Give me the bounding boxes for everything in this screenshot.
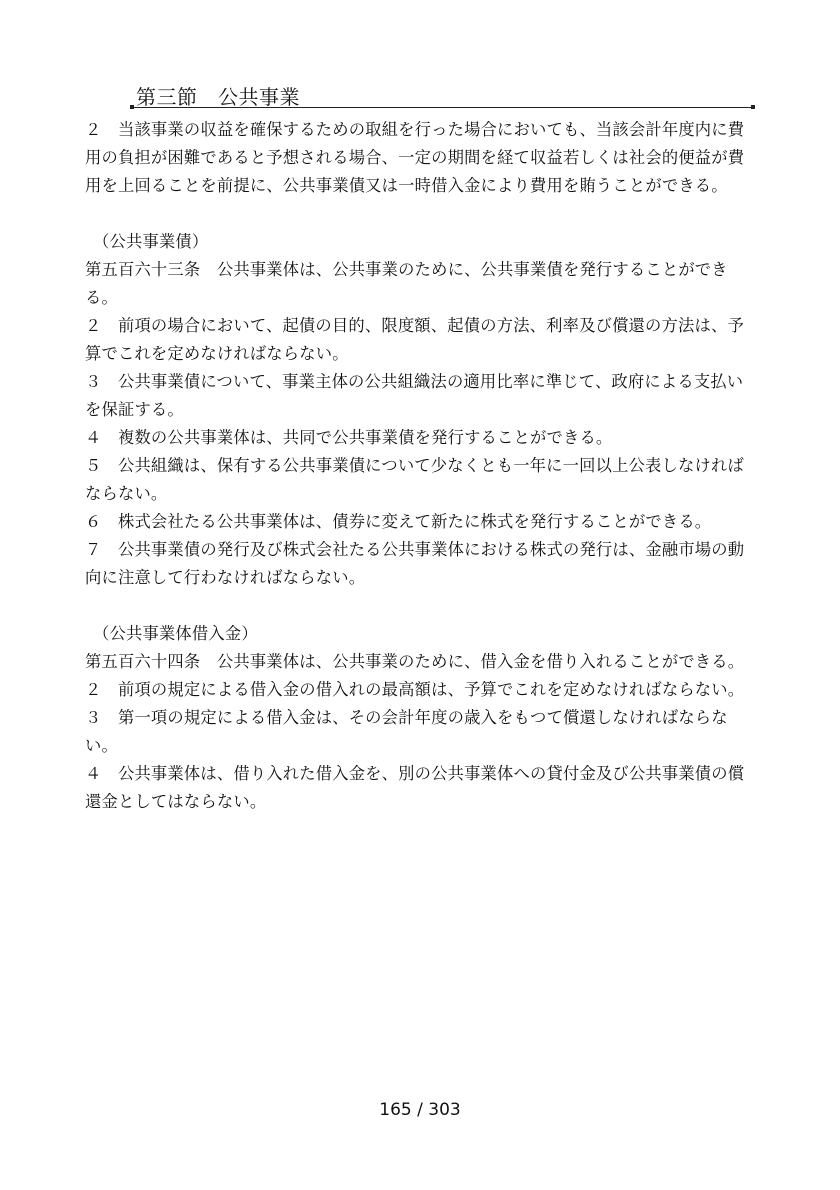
article-563-paragraph-7: ７ 公共事業債の発行及び株式会社たる公共事業体における株式の発行は、金融市場の動向に注意して行わなければならない。 bbox=[85, 540, 745, 587]
paragraph-intro: ２ 当該事業の収益を確保するための取組を行った場合においても、当該会計年度内に費用の負担が困難であると予想される場合、一定の期間を経て収益若しくは社会的便益が費用を上回ることを前提に、公共事業債又は一時借入金により費用を賄うことができる。 bbox=[85, 120, 745, 195]
article-563-paragraph-6: ６ 株式会社たる公共事業体は、債券に変えて新たに株式を発行することができる。 bbox=[85, 512, 712, 531]
underline-right-marker bbox=[751, 105, 755, 109]
article-564-paragraph-4: ４ 公共事業体は、借り入れた借入金を、別の公共事業体への貸付金及び公共事業債の償還金としてはならない。 bbox=[85, 764, 745, 811]
article-564-paragraph-3: ３ 第一項の規定による借入金は、その会計年度の歳入をもつて償還しなければならない。 bbox=[85, 708, 728, 755]
article-563-heading: （公共事業債） bbox=[93, 232, 209, 251]
article-563-paragraph-5: ５ 公共組織は、保有する公共事業債について少なくとも一年に一回以上公表しなければならない。 bbox=[85, 456, 744, 503]
underline-left-marker bbox=[130, 105, 134, 109]
article-564-heading: （公共事業体借入金） bbox=[93, 624, 258, 643]
paragraph-gap bbox=[85, 200, 757, 228]
section-title: 第三節 公共事業 bbox=[136, 85, 300, 109]
article-563-paragraph-4: ４ 複数の公共事業体は、共同で公共事業債を発行することができる。 bbox=[85, 428, 613, 447]
article-563-paragraph-1: 第五百六十三条 公共事業体は、公共事業のために、公共事業債を発行することができる。 bbox=[85, 260, 728, 307]
section-header bbox=[130, 84, 754, 112]
article-563-paragraph-3: ３ 公共事業債について、事業主体の公共組織法の適用比率に準じて、政府による支払いを保証する。 bbox=[85, 372, 744, 419]
document-body bbox=[85, 116, 757, 816]
article-563-paragraph-2: ２ 前項の場合において、起債の目的、限度額、起債の方法、利率及び償還の方法は、予算でこれを定めなければならない。 bbox=[85, 316, 744, 363]
article-564-paragraph-1: 第五百六十四条 公共事業体は、公共事業のために、借入金を借り入れることができる。 bbox=[85, 652, 745, 671]
article-564-paragraph-2: ２ 前項の規定による借入金の借入れの最高額は、予算でこれを定めなければならない。 bbox=[85, 680, 745, 699]
page-number: 165 / 303 bbox=[379, 1100, 461, 1120]
paragraph-gap bbox=[85, 592, 757, 620]
section-underline bbox=[130, 107, 754, 108]
